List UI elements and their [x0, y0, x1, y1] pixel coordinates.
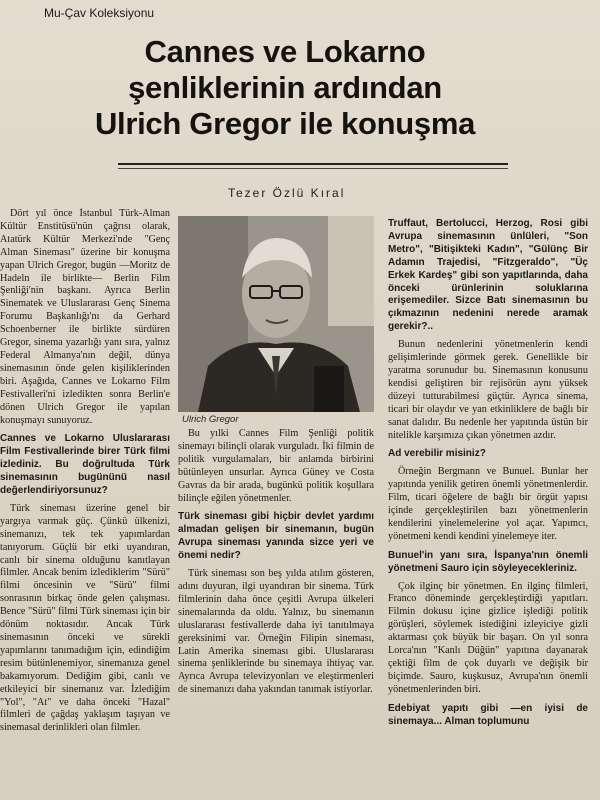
photo-caption: Ulrich Gregor — [182, 414, 239, 425]
column-middle — [178, 428, 374, 800]
author-byline: Tezer Özlü Kıral — [228, 186, 346, 200]
article-headline — [70, 34, 500, 142]
interview-answer: Örneğin Bergmann ve Bunuel. Bunlar her yapıtında yenilik getiren önemli yönetmenlerdir. Film, ticari öğelere de bağlı bir örgüt yapısı içinde gerçekleştirilen bazı yönetmenlerin kendilerini yinelemelerine yol açar. Yapımcı, yönetmeni kendi kendini yinelemeye iter. — [388, 466, 588, 542]
interview-answer: Çok ilginç bir yönetmen. En ilginç filmleri, Franco döneminde gerçekleştirdiği yapıtları. Filmin dokusu içine gizlice işlediği politik görüşleri, söylemek istediğini izleyiciye gizli aktarması çok büyük bir başarı. On yıl sonra Lorca'nın "Kanlı Düğün" yapıtına dayanarak çektiği film de çok duyarlı ve değişik bir biçimde. Sauro, kuşkusuz, Avrupa'nın önemli yönetmenlerinden biri. — [388, 580, 588, 695]
interview-answer: Türk sineması son beş yılda atılım gösteren, adını duyuran, ilgi uyandıran bir sinema. Türk filmlerinin daha önce çeşitli Avrupa ülkeleri sinemalarında da oldu. Yalnız, bu sinemanın uluslararası festivallerde daha iyi tanıtılmaya gereksinimi var. Örneğin Filipin sineması, Latin Amerika sineması gibi. Uluslararası sinema şenliklerinde bu sinemaya ihtiyaç var. Ayrıca Avrupa televizyonları ve eleştirmenleri de sinemanızı daha yakından tanımak istiyorlar. — [178, 568, 374, 696]
interview-question: Truffaut, Bertolucci, Herzog, Rosi gibi Avrupa sinemasının ünlüleri, "Son Metro", "Bitişikteki Kadın", "Gülünç Bir Adamın Trajedisi, "Fitzgeraldo", "Üç Erkek Kardeş" gibi son yapıtlarında, daha önceki ürünlerinin soluklarına erişemediler. Sizce Batı sinemasının bu çıkmazının nedenini nerede aramak gerekir?.. — [388, 218, 588, 333]
interview-answer: Bu yılki Cannes Film Şenliği politik sinemayı bilinçli olarak vurguladı. İki filmin de politik vurgulamaları, bir anlamda birbirini bütünleyen unsurlar. Ayrıca Güney ve Costa Gavras da bir arada, bugünkü politik koşullara bilinçle eğilen yönetmenler. — [178, 428, 374, 504]
headline-rule-thin — [118, 168, 508, 169]
interview-answer: Bunun nedenlerini yönetmenlerin kendi gelişimlerinde görmek gerek. Genellikle bir yaratma sorunudur bu. Sinemasının konusunu kendisi geliştiren bir rejisörün aynı yüksek düzeyi tutturabilmesi güçtür. Ayrıca sinema, ticari bir olaydır ve yan etkinliklere de bağlı bir sanat dalıdır. Bu nedenle her yapıtında üstün bir nitelikle karşımıza çıkan yönetmen azdır. — [388, 339, 588, 441]
portrait-photo — [178, 216, 374, 412]
headline-line-3: Ulrich Gregor ile konuşma — [94, 106, 476, 141]
headline-line-1: Cannes ve Lokarno — [144, 34, 426, 69]
interview-question: Edebiyat yapıtı gibi —en iyisi de sinemaya... Alman toplumunu — [388, 702, 588, 727]
interview-answer: Türk sineması üzerine genel bir yargıya varmak güç. Çünkü ülkenizi, sinemanızı, tek tek yapımlardan tanıyorum. Güçlü bir etki uyandıran, canlı bir sinema olduğunu kanıtlayan filmler. Ancak benim izlediklerim "Sürü" filmi öncesinin ve "Sürü" filmi sonrasının birkaç önde gelen çalışması. Bence "Sürü" filmi Türk sineması için bir dönüm noktasıdır. Ancak Türk sinemasının önceki ve sürekli yapımlarını tanımadığım için, edindiğim resim bütünlenemiyor, sinemanıza genel bakamıyorum. Dediğim gibi, canlı ve etkileyici bir sinemanız var. İzlediğim "Yol", "At" ve daha önceki "Hazal" filmleri de çağdaş yaklaşım taşıyan ve sinemasal derinlikleri olan filmler. — [0, 502, 170, 734]
headline-line-2: şenliklerinin ardından — [128, 70, 442, 105]
collection-watermark: Mu-Çav Koleksiyonu — [44, 6, 155, 20]
intro-paragraph: Dört yıl önce İstanbul Türk-Alman Kültür Enstitüsü'nün çağrısı olarak, Atatürk Kültür Merkezi'nde "Genç Alman Sineması" üzerine bir konuşma yapan Ulrich Gregor, bugün —Moritz de Hadeln ile birlikte— Berlin Film Şenliği'nin başkanı. Ayrıca Berlin Sinematek ve Uluslararası Genç Sinema Forumu Başkanlığı'nı da Gerhard Schoenberner ile birlikte sürdüren Gregor, sinema yazarlığı yanı sıra, yalnız Federal Almanya'nın değil, dünya sinemasının önde gelen kişiliklerinden biri. Aşağıda, Cannes ve Lokarno Film Festivalleri'ni izledikten sonra Berlin'e dönen Ulrich Gregor ile yapılan konuşmayı sunuyoruz. — [0, 208, 170, 426]
interview-question: Cannes ve Lokarno Uluslararası Film Festivallerinde birer Türk filmi izlediniz. Bu doğrultuda Türk sinemasının bugününü nasıl değerlendiriyorsunuz? — [0, 433, 170, 497]
portrait-illustration — [178, 216, 374, 412]
column-right — [388, 212, 588, 800]
interview-question: Ad verebilir misiniz? — [388, 448, 486, 460]
headline-rule — [118, 163, 508, 165]
interview-question: Bunuel'in yanı sıra, İspanya'nın önemli yönetmeni Sauro için söyleyecekleriniz. — [388, 549, 588, 574]
column-left — [0, 208, 170, 800]
interview-question: Türk sineması gibi hiçbir devlet yardımı almadan gelişen bir sinemanın, bugün Avrupa sineması yanında sizce yeri ve önemi nedir? — [178, 511, 374, 562]
